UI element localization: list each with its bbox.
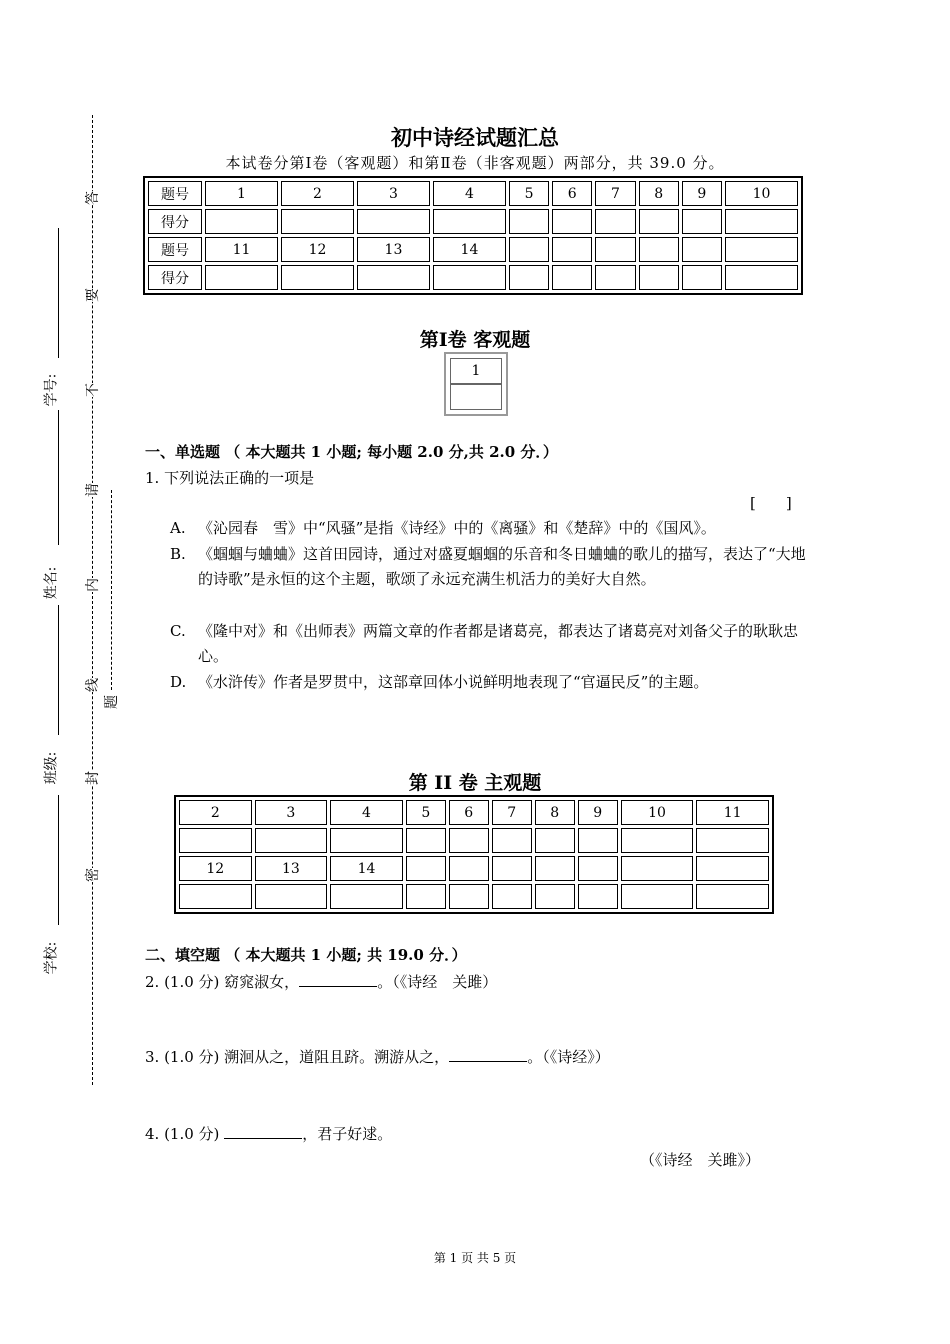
question-2-pre: 2. (1.0 分) 窈窕淑女， — [145, 973, 300, 991]
score-cell[interactable] — [449, 828, 489, 853]
binding-char: 内 — [82, 578, 102, 592]
score-cell[interactable] — [621, 828, 694, 853]
answer-bracket[interactable]: [ ] — [750, 494, 792, 512]
table-cell: 8 — [639, 181, 679, 206]
page-title: 初中诗经试题汇总 — [391, 125, 559, 150]
table-cell — [535, 856, 575, 881]
score-cell[interactable] — [357, 209, 430, 234]
table-cell: 3 — [255, 800, 328, 825]
question-3-post: 。（《诗经》） — [527, 1048, 610, 1066]
score-cell[interactable] — [281, 209, 354, 234]
score-cell[interactable] — [205, 265, 278, 290]
score-cell[interactable] — [682, 265, 722, 290]
name-line — [58, 410, 59, 545]
table-cell: 8 — [535, 800, 575, 825]
row-label: 得分 — [148, 209, 202, 234]
section1-heading: 第Ⅰ卷 客观题 — [419, 329, 531, 351]
option-label: D. — [170, 673, 187, 691]
q-heading-fill-blank: 二、填空题 （ 本大题共 1 小题; 共 19.0 分．） — [145, 946, 467, 964]
question-2 — [145, 971, 497, 992]
table-cell — [639, 237, 679, 262]
question-4 — [145, 1123, 392, 1144]
table-cell: 4 — [330, 800, 403, 825]
table-cell: 10 — [725, 181, 798, 206]
question-4-pre: 4. (1.0 分) — [145, 1125, 225, 1143]
answer-blank[interactable] — [449, 1047, 527, 1062]
score-cell[interactable] — [682, 209, 722, 234]
option-label: C. — [170, 622, 186, 640]
score-cell[interactable] — [406, 884, 446, 909]
score-cell[interactable] — [433, 209, 506, 234]
table-cell — [406, 856, 446, 881]
option-text: 《水浒传》作者是罗贯中，这部章回体小说鲜明地表现了“官逼民反”的主题。 — [198, 673, 709, 691]
score-cell[interactable] — [696, 828, 769, 853]
option-d[interactable] — [170, 670, 810, 695]
page-footer: 第 1 页 共 5 页 — [433, 1251, 517, 1265]
table-row — [179, 884, 769, 909]
binding-line-inner — [111, 490, 112, 690]
answer-blank[interactable] — [299, 972, 377, 987]
option-a[interactable] — [170, 516, 810, 541]
table-cell: 9 — [682, 181, 722, 206]
score-cell[interactable] — [696, 884, 769, 909]
question-4-source: （《诗经 关雎》） — [640, 1151, 761, 1169]
answer-blank[interactable] — [224, 1124, 302, 1139]
table-cell — [595, 237, 635, 262]
row-label: 题号 — [148, 237, 202, 262]
binding-char: 不 — [82, 383, 102, 397]
table-cell: 2 — [281, 181, 354, 206]
table-cell: 5 — [509, 181, 549, 206]
row-label: 得分 — [148, 265, 202, 290]
score-cell[interactable] — [639, 265, 679, 290]
score-cell[interactable] — [492, 828, 532, 853]
score-cell[interactable] — [509, 265, 549, 290]
option-text: 《隆中对》和《出师表》两篇文章的作者都是诸葛亮，都表达了诸葛亮对刘备父子的耿耿忠心。 — [198, 622, 799, 665]
table-row — [148, 209, 798, 234]
question-4-post: ，君子好逑。 — [302, 1125, 393, 1143]
table-cell: 6 — [449, 800, 489, 825]
table-cell: 4 — [433, 181, 506, 206]
score-cell[interactable] — [406, 828, 446, 853]
score-cell[interactable] — [552, 265, 592, 290]
score-cell[interactable] — [639, 209, 679, 234]
option-text: 《蝈蝈与蛐蛐》这首田园诗，通过对盛夏蝈蝈的乐音和冬日蛐蛐的歌儿的描写，表达了“大地的诗歌”是永恒的这个主题，歌颂了永远充满生机活力的美好大自然。 — [198, 545, 806, 588]
table-cell: 3 — [357, 181, 430, 206]
binding-line-outer — [92, 115, 93, 1085]
option-label: B. — [170, 545, 186, 563]
score-cell[interactable] — [595, 209, 635, 234]
table-cell: 12 — [281, 237, 354, 262]
table-cell: 6 — [552, 181, 592, 206]
table-row — [148, 237, 798, 262]
binding-char: 线 — [82, 678, 102, 692]
table-cell — [682, 237, 722, 262]
score-cell[interactable] — [535, 884, 575, 909]
section2-heading: 第 II 卷 主观题 — [408, 772, 542, 794]
table-cell: 11 — [696, 800, 769, 825]
table-cell: 13 — [255, 856, 328, 881]
exam-subtitle: 本试卷分第Ⅰ卷（客观题）和第Ⅱ卷（非客观题）两部分，共 39.0 分。 — [225, 154, 725, 172]
table-cell — [725, 237, 798, 262]
score-cell[interactable] — [621, 884, 694, 909]
score-table — [143, 176, 803, 295]
score-cell[interactable] — [509, 209, 549, 234]
binding-char: 答 — [82, 191, 102, 205]
section1-score-box — [444, 352, 508, 416]
class-line — [58, 605, 59, 735]
question-1-stem: 1. 下列说法正确的一项是 — [145, 469, 315, 487]
table-cell: 14 — [330, 856, 403, 881]
question-3-pre: 3. (1.0 分) 溯洄从之，道阻且跻。溯游从之， — [145, 1048, 450, 1066]
score-cell[interactable] — [535, 828, 575, 853]
school-label: 学校: — [43, 941, 60, 975]
score-cell[interactable] — [179, 828, 252, 853]
score-cell[interactable] — [330, 884, 403, 909]
score-cell[interactable] — [330, 828, 403, 853]
table-cell — [578, 856, 618, 881]
score-cell[interactable] — [725, 209, 798, 234]
binding-char: 封 — [82, 771, 102, 785]
table-cell — [552, 237, 592, 262]
score-box-cell[interactable] — [450, 384, 502, 410]
score-cell[interactable] — [449, 884, 489, 909]
table-cell: 7 — [492, 800, 532, 825]
table-cell — [492, 856, 532, 881]
table-cell: 2 — [179, 800, 252, 825]
option-b[interactable] — [170, 542, 810, 592]
table-row — [148, 181, 798, 206]
score-box-label: 1 — [450, 358, 502, 384]
option-text: 《沁园春 雪》中“风骚”是指《诗经》中的《离骚》和《楚辞》中的《国风》。 — [198, 519, 716, 537]
question-3 — [145, 1046, 610, 1067]
name-label: 姓名: — [43, 566, 60, 600]
table-cell: 9 — [578, 800, 618, 825]
table-cell: 10 — [621, 800, 694, 825]
score-cell[interactable] — [255, 828, 328, 853]
q-heading-single-choice: 一、单选题 （ 本大题共 1 小题; 每小题 2.0 分,共 2.0 分．） — [145, 443, 558, 461]
table-cell: 13 — [357, 237, 430, 262]
table-cell — [621, 856, 694, 881]
table-cell: 11 — [205, 237, 278, 262]
table-cell — [449, 856, 489, 881]
table-row — [179, 800, 769, 825]
option-c[interactable] — [170, 619, 810, 669]
score-cell[interactable] — [552, 209, 592, 234]
table-row — [148, 265, 798, 290]
binding-char: 要 — [82, 288, 102, 302]
student-id-label: 学号: — [43, 373, 60, 407]
section2-score-table — [174, 795, 774, 914]
score-cell[interactable] — [595, 265, 635, 290]
score-cell[interactable] — [205, 209, 278, 234]
binding-char: 密 — [82, 868, 102, 882]
row-label: 题号 — [148, 181, 202, 206]
table-cell: 1 — [205, 181, 278, 206]
score-cell[interactable] — [255, 884, 328, 909]
score-cell[interactable] — [433, 265, 506, 290]
score-cell[interactable] — [578, 884, 618, 909]
option-label: A. — [170, 519, 186, 537]
score-cell[interactable] — [492, 884, 532, 909]
table-cell — [696, 856, 769, 881]
school-line — [58, 795, 59, 925]
class-label: 班级: — [43, 751, 60, 785]
binding-char: 请 — [82, 483, 102, 497]
score-cell[interactable] — [578, 828, 618, 853]
binding-char-inner: 题 — [101, 695, 121, 709]
score-cell[interactable] — [281, 265, 354, 290]
table-row — [179, 828, 769, 853]
score-cell[interactable] — [179, 884, 252, 909]
table-cell: 5 — [406, 800, 446, 825]
table-cell: 7 — [595, 181, 635, 206]
score-cell[interactable] — [725, 265, 798, 290]
score-cell[interactable] — [357, 265, 430, 290]
table-cell: 12 — [179, 856, 252, 881]
table-cell — [509, 237, 549, 262]
table-row — [179, 856, 769, 881]
question-2-post: 。（《诗经 关雎） — [377, 973, 498, 991]
table-cell: 14 — [433, 237, 506, 262]
